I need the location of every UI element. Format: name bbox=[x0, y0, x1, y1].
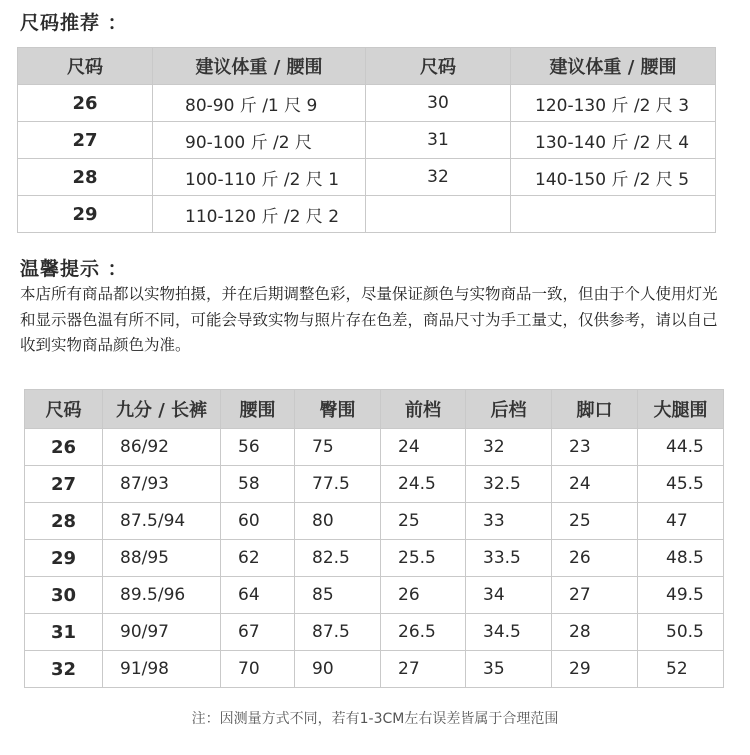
weight-waist-cell: 110-120 斤 /2 尺 2 bbox=[153, 196, 366, 233]
weight-waist-cell: 140-150 斤 /2 尺 5 bbox=[511, 159, 716, 196]
table-header-row bbox=[18, 48, 716, 85]
back-rise-cell: 33 bbox=[466, 503, 552, 540]
size-cell: 31 bbox=[366, 122, 511, 159]
waist-cell: 58 bbox=[221, 466, 295, 503]
front-rise-cell: 26.5 bbox=[381, 614, 466, 651]
table-row bbox=[25, 540, 724, 577]
header-front-rise: 前档 bbox=[381, 390, 466, 429]
size-cell: 29 bbox=[25, 540, 103, 577]
size-cell: 31 bbox=[25, 614, 103, 651]
thigh-cell: 48.5 bbox=[638, 540, 724, 577]
back-rise-cell: 34 bbox=[466, 577, 552, 614]
waist-cell: 60 bbox=[221, 503, 295, 540]
weight-waist-cell: 80-90 斤 /1 尺 9 bbox=[153, 85, 366, 122]
length-cell: 86/92 bbox=[103, 429, 221, 466]
table-row bbox=[18, 196, 716, 233]
footnote: 注：因测量方式不同，若有1-3CM左右误差皆属于合理范围 bbox=[191, 711, 559, 727]
back-rise-cell: 35 bbox=[466, 651, 552, 688]
table-row bbox=[25, 577, 724, 614]
size-cell: 27 bbox=[18, 122, 153, 159]
weight-waist-cell: 120-130 斤 /2 尺 3 bbox=[511, 85, 716, 122]
table-row bbox=[18, 159, 716, 196]
notice-text: 本店所有商品都以实物拍摄，并在后期调整色彩，尽量保证颜色与实物商品一致，但由于个人使用灯光和显示器色温有所不同，可能会导致实物与照片存在色差，商品尺寸为手工量丈，仅供参考，请以自己收到实物商品颜色为准。 bbox=[20, 285, 718, 354]
thigh-cell: 52 bbox=[638, 651, 724, 688]
leg-opening-cell: 27 bbox=[552, 577, 638, 614]
front-rise-cell: 24.5 bbox=[381, 466, 466, 503]
header-weight-waist: 建议体重 / 腰围 bbox=[153, 48, 366, 85]
back-rise-cell: 32.5 bbox=[466, 466, 552, 503]
leg-opening-cell: 29 bbox=[552, 651, 638, 688]
size-cell: 28 bbox=[18, 159, 153, 196]
hip-cell: 85 bbox=[295, 577, 381, 614]
length-cell: 87/93 bbox=[103, 466, 221, 503]
table-row bbox=[25, 429, 724, 466]
length-cell: 87.5/94 bbox=[103, 503, 221, 540]
thigh-cell: 45.5 bbox=[638, 466, 724, 503]
size-recommendation-title: 尺码推荐 ： bbox=[20, 12, 128, 34]
back-rise-cell: 32 bbox=[466, 429, 552, 466]
size-cell: 26 bbox=[25, 429, 103, 466]
header-size: 尺码 bbox=[366, 48, 511, 85]
table-row bbox=[25, 614, 724, 651]
table-row bbox=[25, 503, 724, 540]
front-rise-cell: 25.5 bbox=[381, 540, 466, 577]
size-cell: 30 bbox=[25, 577, 103, 614]
length-cell: 91/98 bbox=[103, 651, 221, 688]
thigh-cell: 49.5 bbox=[638, 577, 724, 614]
size-recommendation-table bbox=[17, 47, 716, 233]
size-cell: 26 bbox=[18, 85, 153, 122]
waist-cell: 67 bbox=[221, 614, 295, 651]
waist-cell: 70 bbox=[221, 651, 295, 688]
notice-title: 温馨提示 ： bbox=[20, 258, 128, 280]
weight-waist-cell: 90-100 斤 /2 尺 bbox=[153, 122, 366, 159]
table-row bbox=[18, 122, 716, 159]
size-cell: 27 bbox=[25, 466, 103, 503]
hip-cell: 87.5 bbox=[295, 614, 381, 651]
back-rise-cell: 33.5 bbox=[466, 540, 552, 577]
length-cell: 90/97 bbox=[103, 614, 221, 651]
size-cell bbox=[366, 196, 511, 233]
weight-waist-cell: 130-140 斤 /2 尺 4 bbox=[511, 122, 716, 159]
header-waist: 腰围 bbox=[221, 390, 295, 429]
size-cell: 32 bbox=[25, 651, 103, 688]
front-rise-cell: 25 bbox=[381, 503, 466, 540]
front-rise-cell: 26 bbox=[381, 577, 466, 614]
thigh-cell: 47 bbox=[638, 503, 724, 540]
waist-cell: 62 bbox=[221, 540, 295, 577]
header-length: 九分 / 长裤 bbox=[103, 390, 221, 429]
length-cell: 88/95 bbox=[103, 540, 221, 577]
hip-cell: 90 bbox=[295, 651, 381, 688]
front-rise-cell: 27 bbox=[381, 651, 466, 688]
header-weight-waist: 建议体重 / 腰围 bbox=[511, 48, 716, 85]
hip-cell: 82.5 bbox=[295, 540, 381, 577]
table-row bbox=[25, 466, 724, 503]
weight-waist-cell bbox=[511, 196, 716, 233]
header-thigh: 大腿围 bbox=[638, 390, 724, 429]
size-cell: 29 bbox=[18, 196, 153, 233]
table-header-row bbox=[25, 390, 724, 429]
header-leg-opening: 脚口 bbox=[552, 390, 638, 429]
header-hip: 臀围 bbox=[295, 390, 381, 429]
waist-cell: 56 bbox=[221, 429, 295, 466]
back-rise-cell: 34.5 bbox=[466, 614, 552, 651]
table-row bbox=[25, 651, 724, 688]
weight-waist-cell: 100-110 斤 /2 尺 1 bbox=[153, 159, 366, 196]
hip-cell: 80 bbox=[295, 503, 381, 540]
thigh-cell: 44.5 bbox=[638, 429, 724, 466]
header-back-rise: 后档 bbox=[466, 390, 552, 429]
waist-cell: 64 bbox=[221, 577, 295, 614]
header-size: 尺码 bbox=[25, 390, 103, 429]
header-size: 尺码 bbox=[18, 48, 153, 85]
leg-opening-cell: 28 bbox=[552, 614, 638, 651]
hip-cell: 77.5 bbox=[295, 466, 381, 503]
size-cell: 28 bbox=[25, 503, 103, 540]
table-row bbox=[18, 85, 716, 122]
hip-cell: 75 bbox=[295, 429, 381, 466]
leg-opening-cell: 23 bbox=[552, 429, 638, 466]
leg-opening-cell: 26 bbox=[552, 540, 638, 577]
thigh-cell: 50.5 bbox=[638, 614, 724, 651]
leg-opening-cell: 24 bbox=[552, 466, 638, 503]
size-cell: 32 bbox=[366, 159, 511, 196]
leg-opening-cell: 25 bbox=[552, 503, 638, 540]
size-cell: 30 bbox=[366, 85, 511, 122]
front-rise-cell: 24 bbox=[381, 429, 466, 466]
measurement-table bbox=[24, 389, 724, 688]
length-cell: 89.5/96 bbox=[103, 577, 221, 614]
